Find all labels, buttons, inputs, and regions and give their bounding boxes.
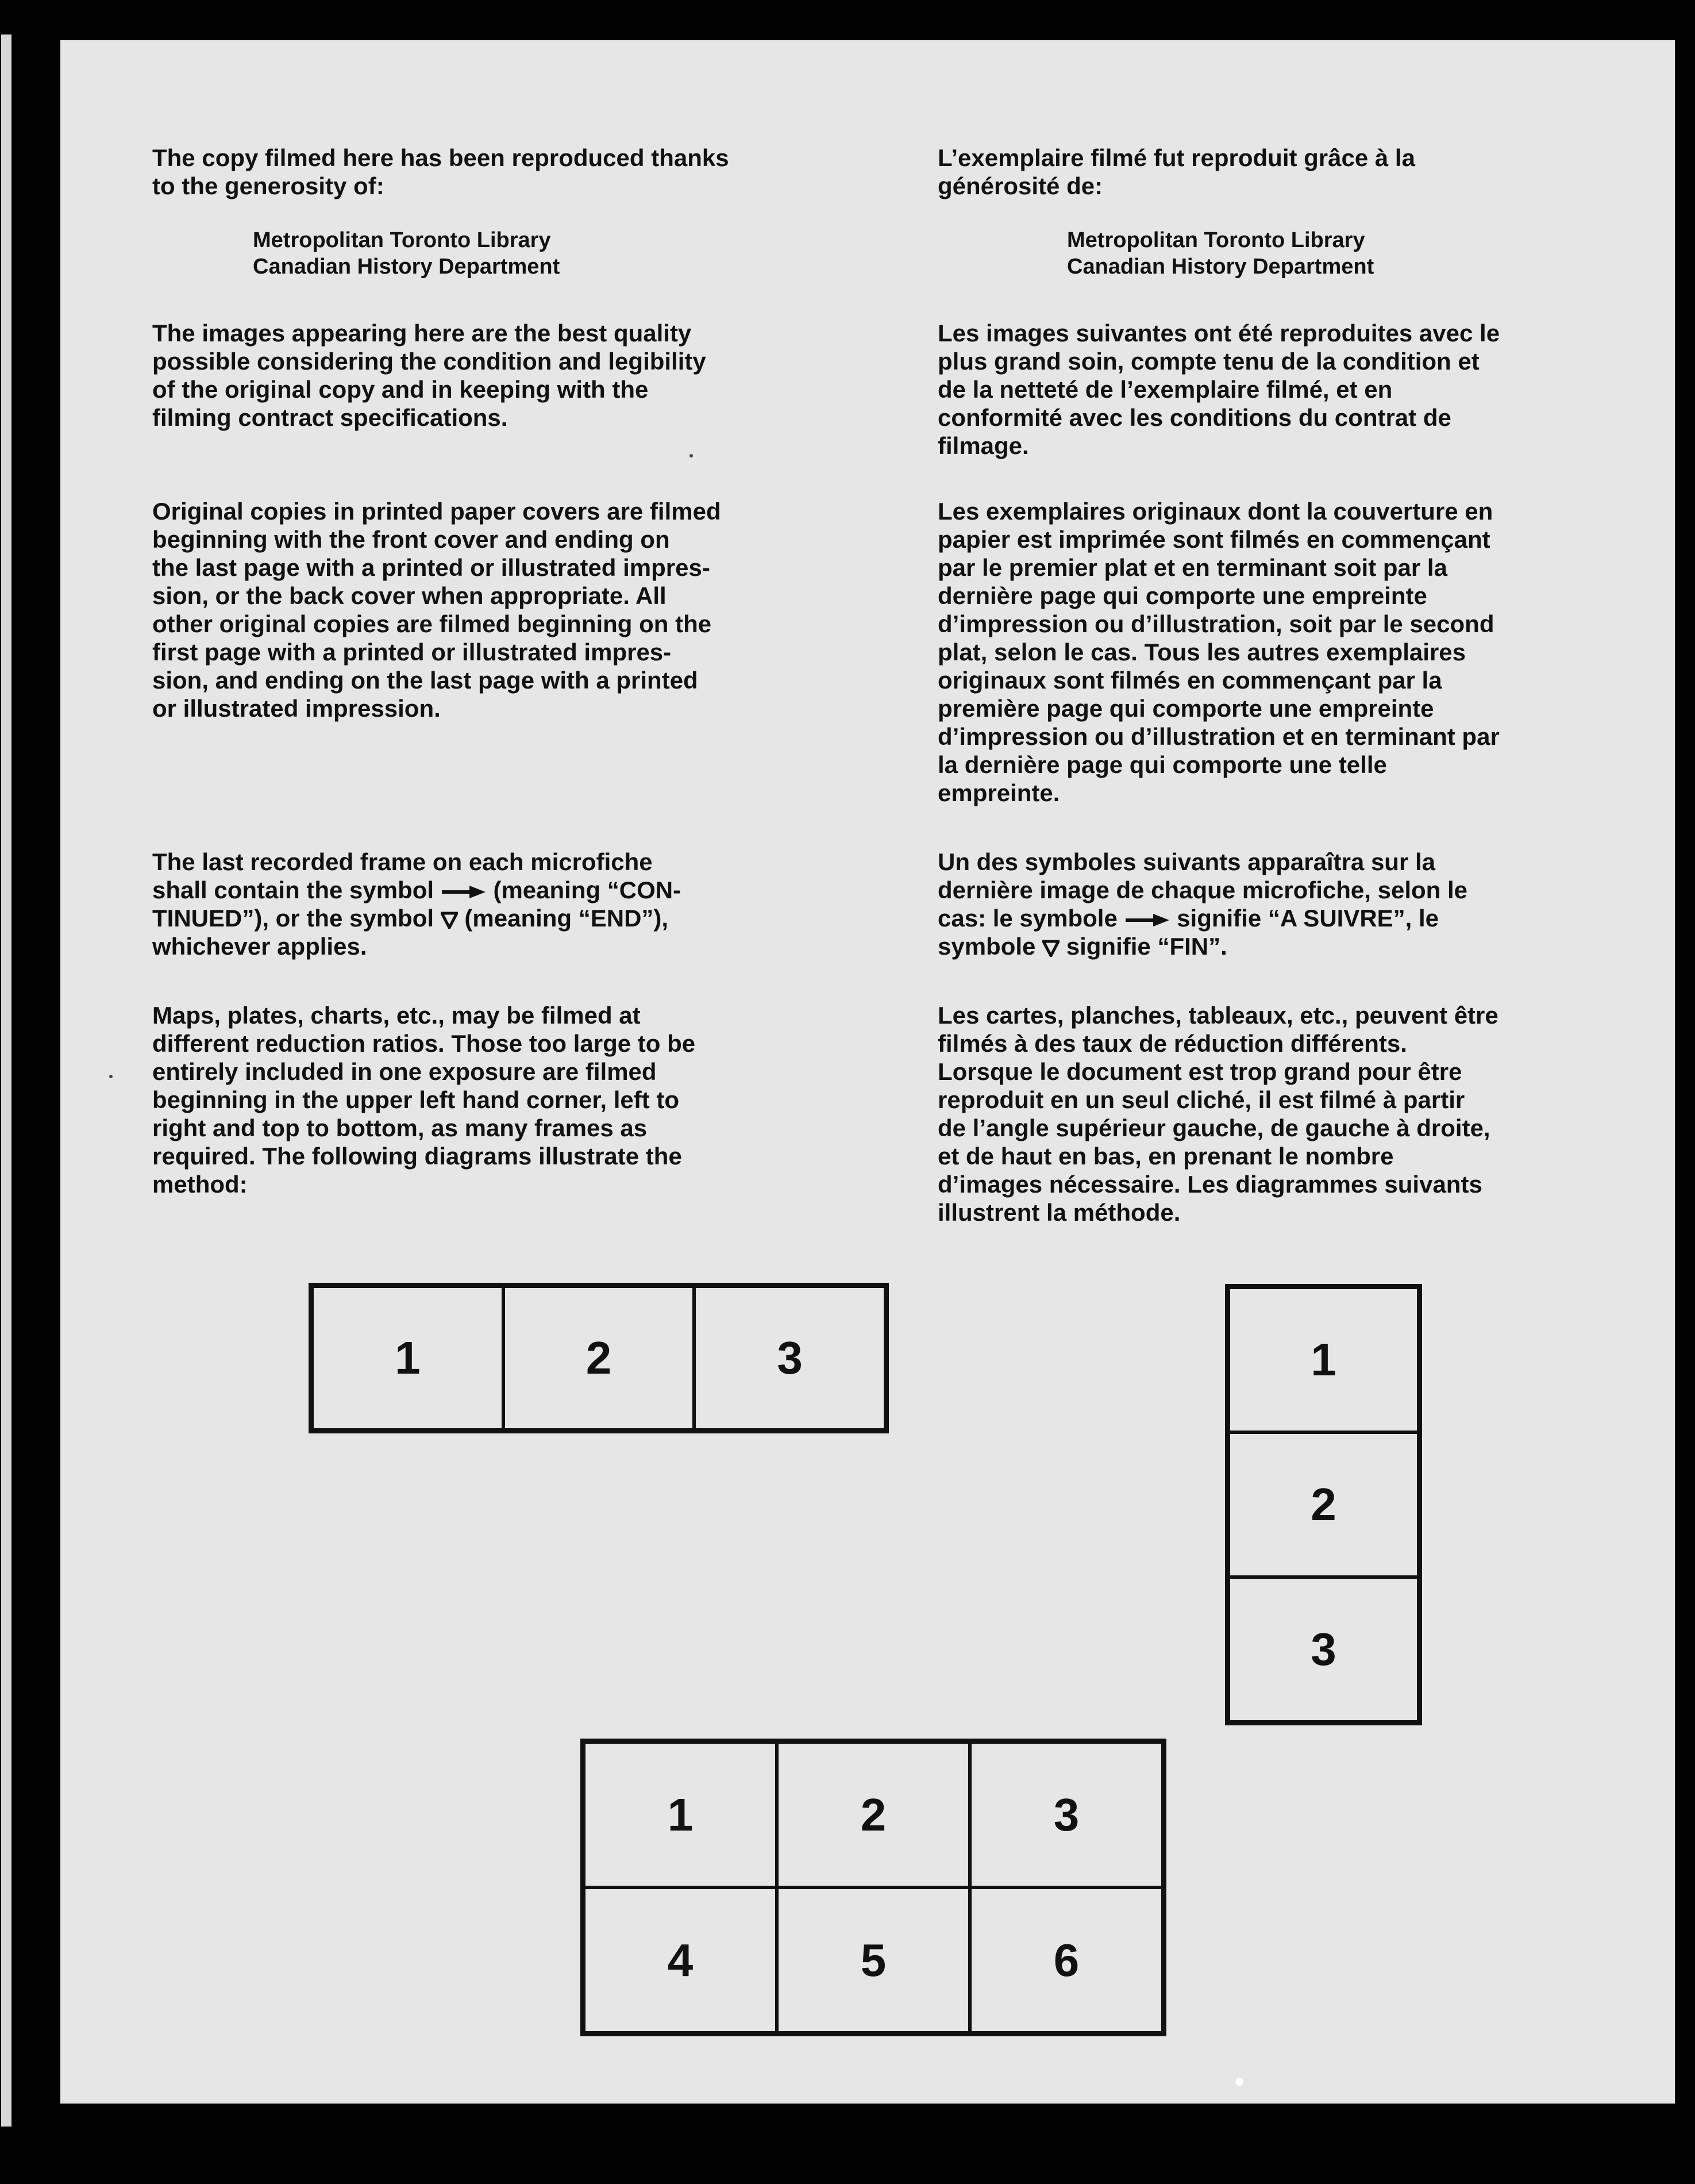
text-line: The copy filmed here has been reproduced thanks <box>152 144 729 171</box>
text-line: The images appearing here are the best quality <box>152 320 692 347</box>
symbols-paragraph-fr <box>938 848 1593 960</box>
left-film-border <box>0 0 60 2184</box>
text-line <box>152 904 796 932</box>
text-line: beginning in the upper left hand corner, left to <box>152 1086 680 1113</box>
text-line: Les exemplaires originaux dont la couverture en <box>938 498 1493 525</box>
image-quality-paragraph-fr <box>938 319 1593 460</box>
text-line: sion, or the back cover when appropriate. All <box>152 582 667 609</box>
text-line: générosité de: <box>938 172 1103 199</box>
text-line: required. The following diagrams illustrate the <box>152 1143 682 1170</box>
diagram-six-grid <box>580 1739 1166 2036</box>
text-line: first page with a printed or illustrated impres- <box>152 639 672 666</box>
text-line: filming contract specifications. <box>152 404 508 431</box>
text-line: to the generosity of: <box>152 172 384 199</box>
text-line: la dernière page qui comporte une telle <box>938 751 1387 778</box>
text-fragment: signifie “FIN”. <box>1066 933 1227 960</box>
text-line: filmés à des taux de réduction différents. <box>938 1030 1407 1057</box>
frame-cell: 1 <box>584 1742 777 1887</box>
maps-paragraph-fr <box>938 1001 1593 1226</box>
library-line: Metropolitan Toronto Library <box>1067 228 1365 252</box>
text-line <box>152 876 796 904</box>
text-fragment: symbole <box>938 933 1036 960</box>
text-line: the last page with a printed or illustrated impres- <box>152 554 710 581</box>
frame-cell: 2 <box>777 1742 970 1887</box>
frame-cell: 1 <box>1228 1287 1419 1432</box>
text-line: Un des symboles suivants apparaîtra sur la <box>938 848 1436 875</box>
acknowledgement-paragraph <box>152 144 796 200</box>
text-fragment: shall contain the symbol <box>152 876 434 903</box>
text-line: Les images suivantes ont été reproduites avec le <box>938 320 1500 347</box>
document-page <box>60 40 1675 2104</box>
arrow-icon <box>441 885 487 899</box>
text-line: possible considering the condition and legibility <box>152 348 706 375</box>
text-line: dernière image de chaque microfiche, selon le <box>938 876 1467 903</box>
frame-cell: 2 <box>503 1286 695 1430</box>
adjacent-page-edge <box>1 34 11 2127</box>
text-line: Lorsque le document est trop grand pour être <box>938 1058 1462 1085</box>
frame-cell: 1 <box>312 1286 503 1430</box>
scan-speck <box>109 1075 113 1078</box>
text-line: of the original copy and in keeping with the <box>152 376 649 403</box>
frame-cell: 3 <box>694 1286 885 1430</box>
text-line: or illustrated impression. <box>152 695 441 722</box>
library-line: Canadian History Department <box>1067 255 1374 279</box>
frame-cell: 3 <box>1228 1577 1419 1722</box>
text-line: plus grand soin, compte tenu de la condition et <box>938 348 1480 375</box>
text-line: entirely included in one exposure are filmed <box>152 1058 657 1085</box>
image-quality-paragraph <box>152 319 796 432</box>
text-line: d’images nécessaire. Les diagrammes suivants <box>938 1171 1482 1198</box>
text-line: filmage. <box>938 432 1029 459</box>
text-line: Les cartes, planches, tableaux, etc., peuvent être <box>938 1002 1498 1029</box>
scan-speck <box>689 454 693 457</box>
diagram-three-horizontal <box>309 1283 889 1433</box>
text-line: par le premier plat et en terminant soit par la <box>938 554 1447 581</box>
diagram-three-vertical <box>1225 1284 1422 1725</box>
frame-cell: 6 <box>970 1887 1163 2033</box>
text-line <box>938 904 1593 932</box>
library-name-fr <box>938 227 1593 280</box>
text-line: different reduction ratios. Those too large to be <box>152 1030 696 1057</box>
text-line: de l’angle supérieur gauche, de gauche à droite, <box>938 1114 1490 1141</box>
text-line: whichever applies. <box>152 933 367 960</box>
text-line: Maps, plates, charts, etc., may be filmed at <box>152 1002 641 1029</box>
text-line: other original copies are filmed beginning on the <box>152 610 712 637</box>
text-fragment: signifie “A SUIVRE”, le <box>1177 905 1439 932</box>
text-line: Original copies in printed paper covers are filmed <box>152 498 721 525</box>
library-line: Canadian History Department <box>253 255 560 279</box>
text-line: beginning with the front cover and ending on <box>152 526 670 553</box>
arrow-icon <box>1124 913 1170 928</box>
maps-paragraph <box>152 1001 796 1198</box>
scan-speck <box>1235 2078 1243 2086</box>
text-line: empreinte. <box>938 779 1060 806</box>
frame-cell: 3 <box>970 1742 1163 1887</box>
text-line: première page qui comporte une empreinte <box>938 695 1434 722</box>
text-line: conformité avec les conditions du contrat de <box>938 404 1451 431</box>
text-line: dernière page qui comporte une empreinte <box>938 582 1427 609</box>
text-line: L’exemplaire filmé fut reproduit grâce à la <box>938 144 1415 171</box>
original-copies-paragraph-fr <box>938 497 1593 807</box>
text-line: reproduit en un seul cliché, il est filmé à partir <box>938 1086 1465 1113</box>
library-name <box>152 227 796 280</box>
text-fragment: (meaning “END”), <box>464 905 669 932</box>
text-fragment: cas: le symbole <box>938 905 1118 932</box>
down-triangle-icon <box>441 912 458 929</box>
library-line: Metropolitan Toronto Library <box>253 228 551 252</box>
text-line: d’impression ou d’illustration, soit par le second <box>938 610 1494 637</box>
text-line: sion, and ending on the last page with a printed <box>152 667 698 694</box>
text-line: right and top to bottom, as many frames as <box>152 1114 648 1141</box>
frame-cell: 2 <box>1228 1432 1419 1577</box>
text-line: d’impression ou d’illustration et en terminant par <box>938 723 1500 750</box>
text-fragment: TINUED”), or the symbol <box>152 905 434 932</box>
text-line: papier est imprimée sont filmés en commençant <box>938 526 1490 553</box>
text-fragment: (meaning “CON- <box>493 876 681 903</box>
acknowledgement-paragraph-fr <box>938 144 1593 200</box>
text-line: de la netteté de l’exemplaire filmé, et en <box>938 376 1393 403</box>
text-line: plat, selon le cas. Tous les autres exemplaires <box>938 639 1466 666</box>
text-line: originaux sont filmés en commençant par la <box>938 667 1442 694</box>
text-line: The last recorded frame on each microfiche <box>152 848 653 875</box>
text-line: illustrent la méthode. <box>938 1199 1181 1226</box>
original-copies-paragraph <box>152 497 796 722</box>
frame-cell: 5 <box>777 1887 970 2033</box>
text-line: method: <box>152 1171 248 1198</box>
text-line <box>938 932 1593 960</box>
frame-cell: 4 <box>584 1887 777 2033</box>
text-line: et de haut en bas, en prenant le nombre <box>938 1143 1394 1170</box>
symbols-paragraph <box>152 848 796 960</box>
down-triangle-icon <box>1042 940 1060 957</box>
